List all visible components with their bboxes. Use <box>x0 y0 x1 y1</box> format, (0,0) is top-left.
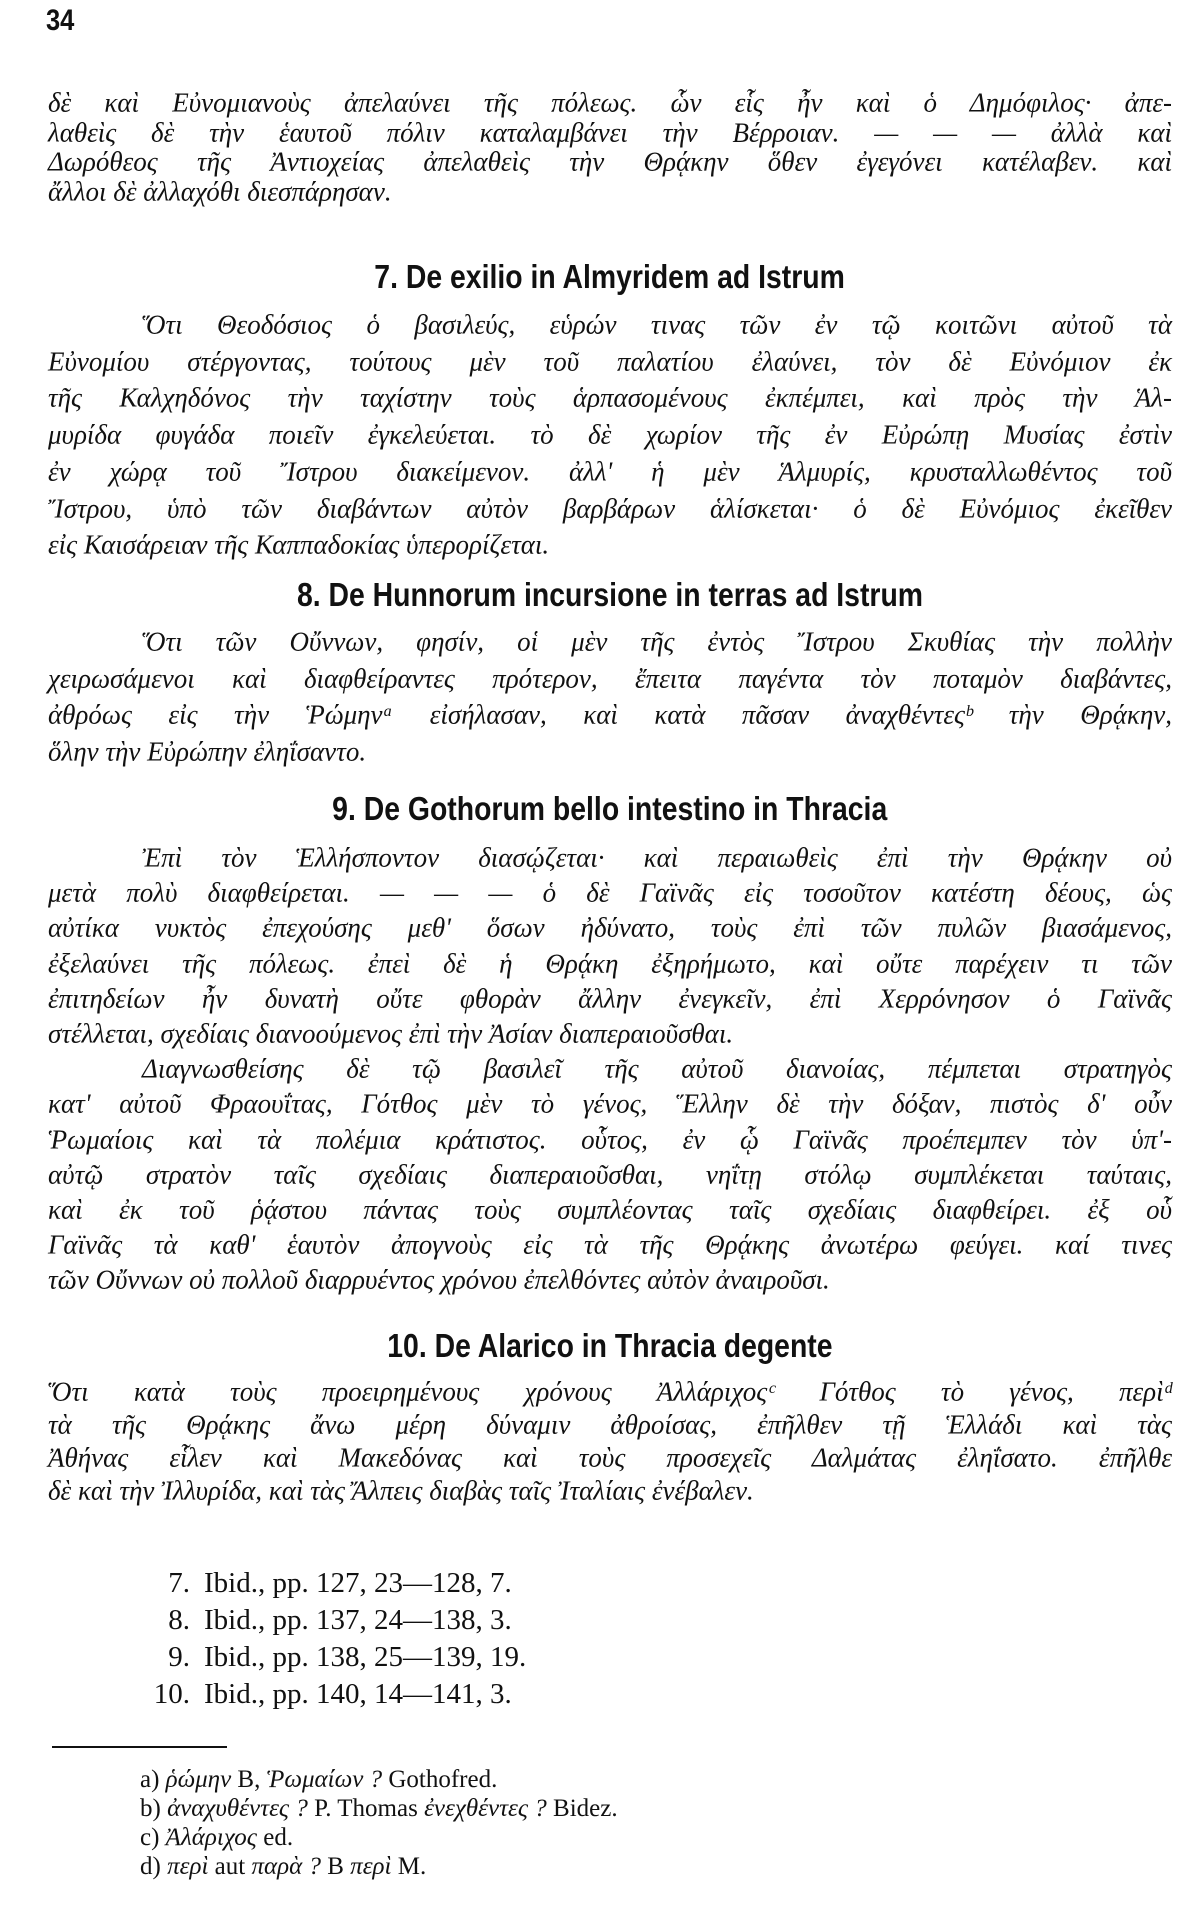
footnote <box>140 1766 497 1794</box>
text-line-content: Διαγνωσθείσης δὲ τῷ βασιλεῖ τῆς αὐτοῦ διανοίας, πέμπεται στρατηγὸς <box>142 1053 1172 1084</box>
footnote-greek: ἐνεχθέντες ? <box>424 1795 547 1822</box>
text-line-content: χειρωσάμενοι καὶ διαφθείραντες πρότερον, ἔπειτα παγέντα τὸν ποταμὸν διαβάντες, <box>48 663 1172 694</box>
footnote <box>140 1824 293 1852</box>
text-line-content: ἀθρόως εἰς τὴν Ῥώμηνᵃ εἰσήλασαν, καὶ κατὰ πᾶσαν ἀναχθέντεςᵇ τὴν Θρᾴκην, <box>48 699 1172 730</box>
text-line-content: ἄλλοι δὲ ἀλλαχόθι διεσπάρησαν. <box>48 176 392 206</box>
text-line-content: δὲ καὶ τὴν Ἰλλυρίδα, καὶ τὰς Ἄλπεις διαβὰς ταῖς Ἰταλίαις ἐνέβαλεν. <box>48 1475 754 1506</box>
footnote-text: Gothofred. <box>382 1766 498 1793</box>
page-number: 34 <box>46 4 75 37</box>
text-line-content: Δωρόθεος τῆς Ἀντιοχείας ἀπελαθεὶς τὴν Θρᾴκην ὅθεν ἐγεγόνει κατέλαβεν. καὶ <box>48 146 1172 177</box>
reference-number: 9. <box>168 1641 190 1673</box>
text-line-content: μετὰ πολὺ διαφθείρεται. — — — ὁ δὲ Γαϊνᾶς εἰς τοσοῦτον κατέστη δέους, ὡς <box>48 877 1172 908</box>
heading-9 <box>48 790 1172 847</box>
section-heading-text: 8. De Hunnorum incursione in terras ad Istrum <box>296 576 924 613</box>
text-line-content: Ὅτι κατὰ τοὺς προειρημένους χρόνους Ἀλλάριχοςᶜ Γότθος τὸ γένος, περὶᵈ <box>48 1376 1172 1407</box>
footnote-greek: Ἀλάριχος <box>165 1824 257 1851</box>
footnote <box>140 1795 618 1823</box>
footnote-text: c) <box>140 1824 166 1851</box>
text-line-content: τὰ τῆς Θρᾴκης ἄνω μέρη δύναμιν ἀθροίσας, ἐπῆλθεν τῇ Ἑλλάδι καὶ τὰς <box>48 1409 1172 1440</box>
footnote-text: M. <box>391 1853 427 1880</box>
heading-8 <box>48 576 1172 633</box>
section-heading-text: 7. De exilio in Almyridem ad Istrum <box>374 258 846 295</box>
text-line-content: Ἀθήνας εἷλεν καὶ Μακεδόνας καὶ τοὺς προσεχεῖς Δαλμάτας ἐληΐσατο. ἐπῆλθε <box>48 1442 1172 1473</box>
text-line-content: ὅλην τὴν Εὐρώπην ἐληΐσαντο. <box>48 736 367 767</box>
text-line-content: καὶ ἐκ τοῦ ῥᾴστου πάντας τοὺς συμπλέοντας ταῖς σχεδίαις διαφθείρει. ἐξ οὗ <box>48 1194 1172 1225</box>
text-line-content: μυρίδα φυγάδα ποιεῖν ἐγκελεύεται. τὸ δὲ χωρίον τῆς ἐν Εὐρώπῃ Μυσίας ἐστὶν <box>48 419 1172 450</box>
footnote-text: b) <box>140 1795 168 1822</box>
text-line-content: Εὐνομίου στέργοντας, τούτους μὲν τοῦ παλατίου ἐλαύνει, τὸν δὲ Εὐνόμιον ἐκ <box>48 346 1172 377</box>
text-line-content: κατ' αὐτοῦ Φραουΐτας, Γότθος μὲν τὸ γένος, Ἕλλην δὲ τὴν δόξαν, πιστὸς δ' οὖν <box>48 1088 1172 1119</box>
footnote-text: B, <box>231 1766 267 1793</box>
reference-text: Ibid., pp. 140, 14—141, 3. <box>204 1678 512 1710</box>
footnote-text: d) <box>140 1853 168 1880</box>
footnote-greek: ἀναχυθέντες ? <box>167 1795 308 1822</box>
text-line-content: ἐπιτηδείων ἦν δυνατὴ οὔτε φθορὰν ἄλλην ἐνεγκεῖν, ἐπὶ Χερρόνησον ὁ Γαϊνᾶς <box>48 983 1172 1014</box>
footnote-text: B <box>320 1853 351 1880</box>
reference-text: Ibid., pp. 137, 24—138, 3. <box>204 1604 512 1636</box>
text-line-content: εἰς Καισάρειαν τῆς Καππαδοκίας ὑπερορίζεται. <box>48 529 550 560</box>
footnote-text: a) <box>140 1766 166 1793</box>
heading-7 <box>48 258 1172 315</box>
text-line-content: Ὅτι Θεοδόσιος ὁ βασιλεύς, εὑρών τινας τῶν ἐν τῷ κοιτῶνι αὐτοῦ τὰ <box>142 309 1172 340</box>
footnote-greek: παρὰ ? <box>251 1853 321 1880</box>
footnote-greek: περὶ <box>167 1853 209 1880</box>
text-line-content: δὲ καὶ Εὐνομιανοὺς ἀπελαύνει τῆς πόλεως. ὧν εἷς ἦν καὶ ὁ Δημόφιλος· ἀπε- <box>48 87 1172 118</box>
text-line-content: τῶν Οὔννων οὐ πολλοῦ διαρρυέντος χρόνου ἐπελθόντες αὐτὸν ἀναιροῦσι. <box>48 1264 830 1295</box>
text-line-content: Ὅτι τῶν Οὔννων, φησίν, οἱ μὲν τῆς ἐντὸς Ἴστρου Σκυθίας τὴν πολλὴν <box>142 626 1172 657</box>
text-line-content: στέλλεται, σχεδίαις διανοούμενος ἐπὶ τὴν Ἀσίαν διαπεραιοῦσθαι. <box>48 1018 734 1049</box>
reference-number: 10. <box>153 1678 190 1710</box>
footnote-divider <box>52 1746 227 1748</box>
footnote-greek: περὶ <box>350 1853 392 1880</box>
text-line-content: Ἴστρου, ὑπὸ τῶν διαβάντων αὐτὸν βαρβάρων ἁλίσκεται· ὁ δὲ Εὐνόμιος ἐκεῖθεν <box>48 493 1172 523</box>
footnote-greek: Ῥωμαίων ? <box>266 1766 383 1793</box>
text-line-content: αὐτίκα νυκτὸς ἐπεχούσης μεθ' ὅσων ἠδύνατο, τοὺς ἐπὶ τῶν πυλῶν βιασάμενος, <box>48 912 1172 943</box>
footnote-greek: ῥώμην <box>165 1766 232 1793</box>
footnote-text: ed. <box>256 1824 294 1851</box>
heading-10 <box>48 1327 1172 1384</box>
reference-text: Ibid., pp. 127, 23—128, 7. <box>204 1567 512 1599</box>
text-line-content: ἐν χώρᾳ τοῦ Ἴστρου διακείμενον. ἀλλ' ἡ μὲν Ἁλμυρίς, κρυσταλλωθέντος τοῦ <box>48 456 1172 487</box>
footnote <box>140 1853 426 1881</box>
footnote-text: Bidez. <box>546 1795 618 1822</box>
text-line-content: Ῥωμαίοις καὶ τὰ πολέμια κράτιστος. οὗτος, ἐν ᾧ Γαϊνᾶς προέπεμπεν τὸν ὑπ'- <box>48 1124 1172 1155</box>
text-line-content: Ἐπὶ τὸν Ἑλλήσποντον διασῴζεται· καὶ περαιωθεὶς ἐπὶ τὴν Θρᾴκην οὐ <box>142 842 1172 873</box>
section-heading-text: 10. De Alarico in Thracia degente <box>387 1327 833 1364</box>
reference-text: Ibid., pp. 138, 25—139, 19. <box>204 1641 527 1673</box>
text-line-content: Γαϊνᾶς τὰ καθ' ἑαυτὸν ἀπογνοὺς εἰς τὰ τῆς Θρᾴκης ἀνωτέρω φεύγει. καί τινες <box>48 1229 1172 1260</box>
text-line-content: ἐξελαύνει τῆς πόλεως. ἐπεὶ δὲ ἡ Θρᾴκη ἐξηρήμωτο, καὶ οὔτε παρέχειν τι τῶν <box>48 948 1172 979</box>
text-line-content: τῆς Καλχηδόνος τὴν ταχίστην τοὺς ἁρπασομένους ἐκπέμπει, καὶ πρὸς τὴν Ἁλ- <box>48 382 1172 413</box>
reference-number: 7. <box>168 1567 190 1599</box>
footnote-text: P. Thomas <box>307 1795 425 1822</box>
text-line-content: λαθεὶς δὲ τὴν ἑαυτοῦ πόλιν καταλαμβάνει τὴν Βέρροιαν. — — — ἀλλὰ καὶ <box>48 117 1172 147</box>
footnote-text: aut <box>208 1853 252 1880</box>
section-heading-text: 9. De Gothorum bello intestino in Thracia <box>332 790 888 827</box>
reference-number: 8. <box>168 1604 190 1636</box>
text-line-content: αὐτῷ στρατὸν ταῖς σχεδίαις διαπεραιοῦσθαι, νηΐτῃ στόλῳ συμπλέκεται ταύταις, <box>48 1159 1172 1190</box>
